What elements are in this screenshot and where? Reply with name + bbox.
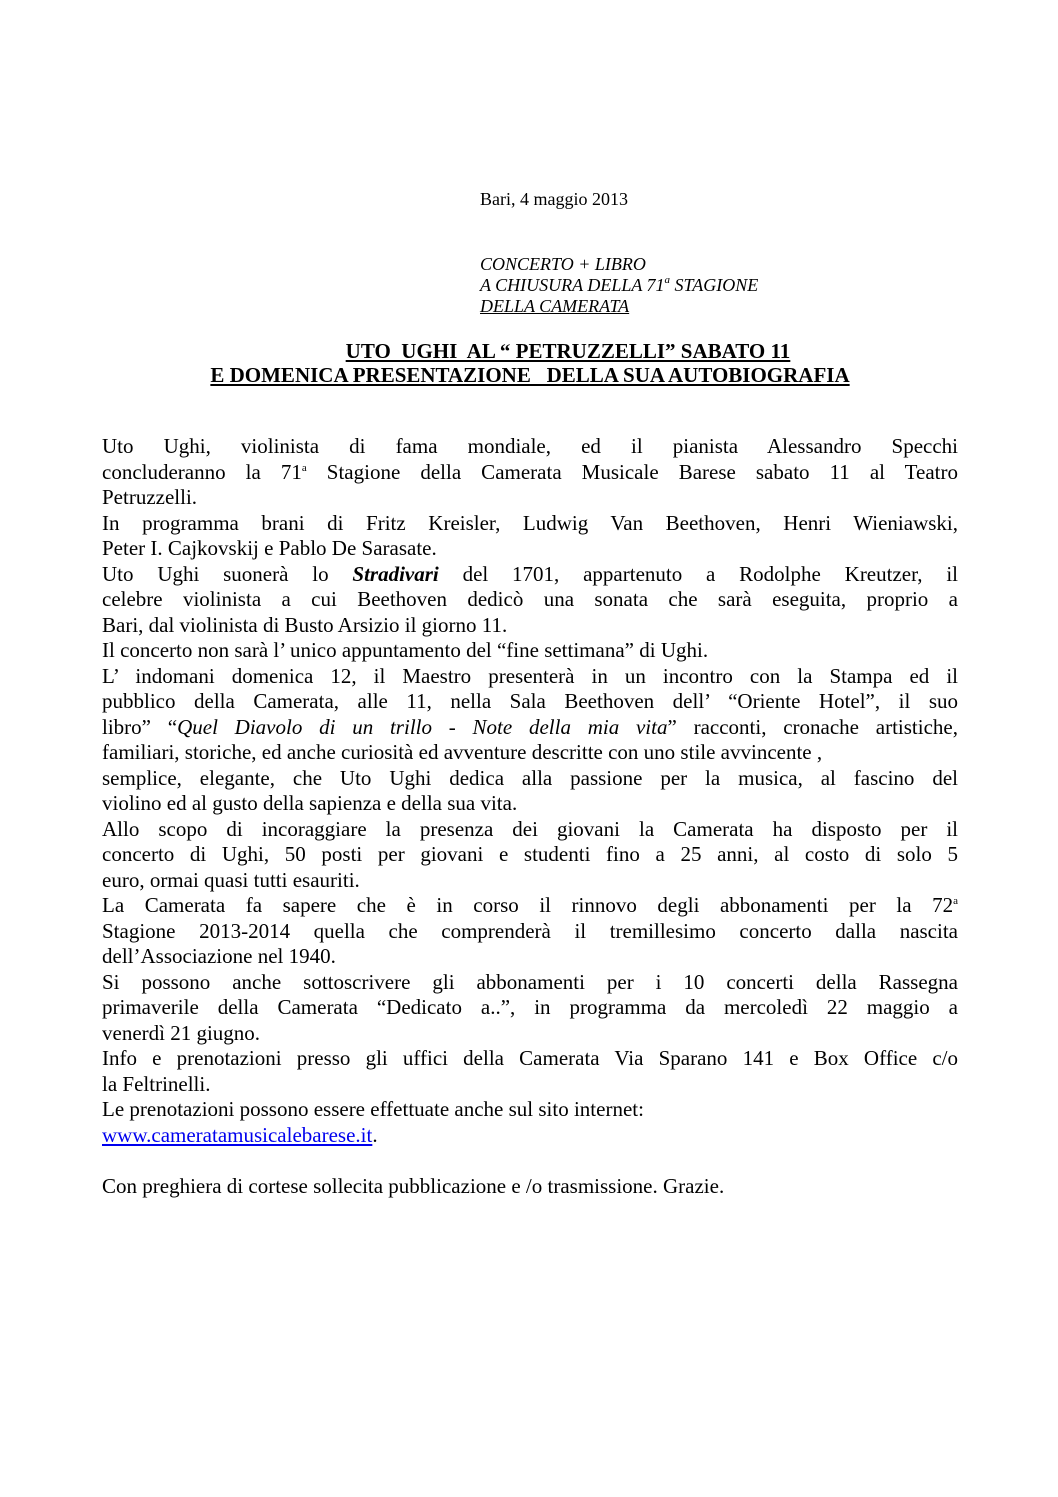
body-line: primaverile della Camerata “Dedicato a..”, in programma da mercoledì 22 maggio a	[102, 995, 958, 1019]
body-line: Uto Ughi, violinista di fama mondiale, ed il pianista Alessandro Specchi	[102, 434, 958, 458]
date-line: Bari, 4 maggio 2013	[480, 189, 628, 209]
body-line: libro” “Quel Diavolo di un trillo - Note della mia vita” racconti, cronache artistiche,	[102, 714, 958, 739]
body-line: venerdì 21 giugno.	[102, 1020, 261, 1045]
body-line: pubblico della Camerata, alle 11, nella Sala Beethoven dell’ “Oriente Hotel”, il suo	[102, 689, 958, 713]
body-line: Il concerto non sarà l’ unico appuntamento del “fine settimana” di Ughi.	[102, 638, 709, 662]
body-line: Uto Ughi suonerà lo Stradivari del 1701, appartenuto a Rodolphe Kreutzer, il	[102, 561, 958, 586]
kicker-block	[480, 254, 758, 317]
body-line: Le prenotazioni possono essere effettuate anche sul sito internet:	[102, 1097, 644, 1121]
article-body	[102, 434, 958, 1199]
kicker-line-3: DELLA CAMERATA	[480, 296, 630, 316]
kicker-line-2: A CHIUSURA DELLA 71$^a$ STAGIONE	[480, 274, 759, 295]
body-line: celebre violinista a cui Beethoven dedicò una sonata che sarà eseguita, proprio a	[102, 587, 958, 611]
body-line: La Camerata fa sapere che è in corso il rinnovo degli abbonamenti per la 72$^a$	[102, 893, 958, 917]
body-line: euro, ormai quasi tutti esauriti.	[102, 867, 360, 892]
body-line: Petruzzelli.	[102, 485, 198, 509]
body-line: Si possono anche sottoscrivere gli abbonamenti per i 10 concerti della Rassegna	[102, 969, 958, 994]
body-line: Allo scopo di incoraggiare la presenza dei giovani la Camerata ha disposto per il	[102, 816, 958, 841]
kicker-line-1: CONCERTO + LIBRO	[480, 254, 646, 274]
body-line: la Feltrinelli.	[102, 1071, 211, 1096]
body-line: Stagione 2013-2014 quella che comprenderà il tremillesimo concerto dalla nascita	[102, 918, 958, 943]
body-line: concluderanno la 71$^a$ Stagione della Camerata Musicale Barese sabato 11 al Teatro	[102, 459, 958, 484]
body-line: www.cameratamusicalebarese.it.	[102, 1122, 378, 1147]
website-link[interactable]: www.cameratamusicalebarese.it	[102, 1122, 373, 1147]
body-line: Bari, dal violinista di Busto Arsizio il giorno 11.	[102, 612, 508, 637]
body-line: familiari, storiche, ed anche curiosità ed avventure descritte con uno stile avvincente ,	[102, 740, 823, 764]
headline-line-2: E DOMENICA PRESENTAZIONE DELLA SUA AUTOBIOGRAFIA	[210, 363, 850, 387]
body-line: Peter I. Cajkovskij e Pablo De Sarasate.	[102, 536, 437, 560]
body-line: semplice, elegante, che Uto Ughi dedica alla passione per la musica, al fascino del	[102, 765, 958, 790]
closing-line: Con preghiera di cortese sollecita pubblicazione e /o trasmissione. Grazie.	[102, 1173, 725, 1198]
body-line: dell’Associazione nel 1940.	[102, 944, 336, 968]
headline	[0, 339, 1058, 387]
body-line: In programma brani di Fritz Kreisler, Ludwig Van Beethoven, Henri Wieniawski,	[102, 510, 958, 535]
book-title: Quel Diavolo di un trillo - Note della mia vita	[177, 714, 668, 739]
body-line: violino ed al gusto della sapienza e della sua vita.	[102, 791, 518, 815]
headline-line-1: UTO UGHI AL “ PETRUZZELLI” SABATO 11	[345, 339, 791, 363]
body-line: concerto di Ughi, 50 posti per giovani e studenti fino a 25 anni, al costo di solo 5	[102, 842, 958, 866]
body-line: Info e prenotazioni presso gli uffici della Camerata Via Sparano 141 e Box Office c/o	[102, 1046, 958, 1070]
body-line: L’ indomani domenica 12, il Maestro presenterà in un incontro con la Stampa ed il	[102, 663, 958, 688]
